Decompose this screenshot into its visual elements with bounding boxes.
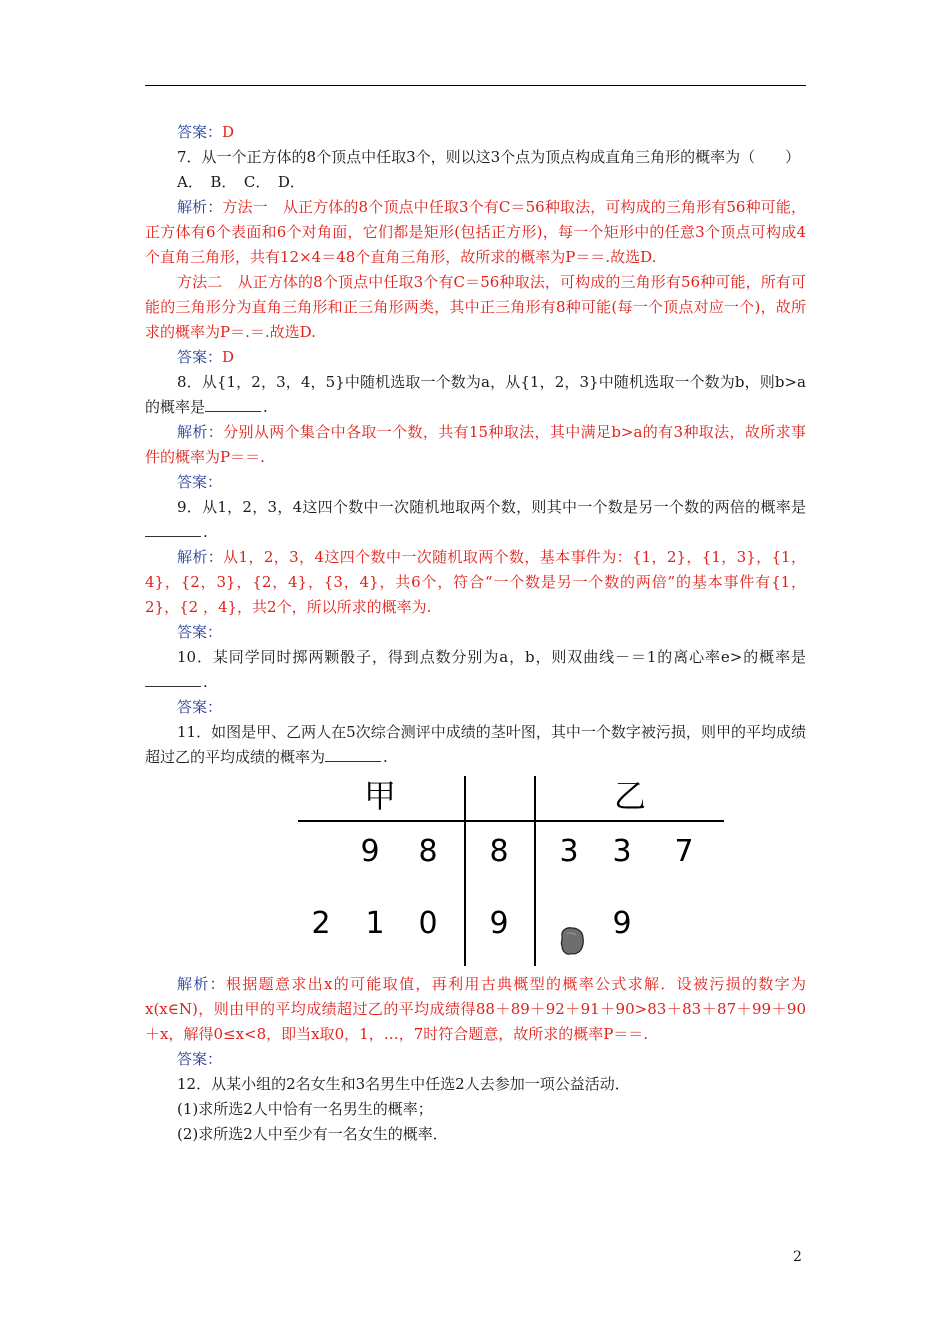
solution-text: 分别从两个集合中各取一个数，共有15种取法，其中满足b>a的有3种取法，故所求事件的概率为P＝＝. [145, 423, 806, 466]
period: . [203, 673, 208, 691]
smudge-icon [558, 926, 586, 956]
answer-blank [145, 672, 201, 687]
answer-blank [145, 522, 201, 537]
solution-7-method1 [145, 195, 806, 270]
leaf-jia-r2-1: 1 [365, 906, 385, 941]
solution-text: 从1，2，3，4这四个数中一次随机取两个数，基本事件为：{1，2}，{1，3}，{1，4}，{2，3}，{2，4}，{3，4}，共6个，符合“一个数是另一个数的两倍”的基本事件有{1，2}，{2 ，4}，共2个，所以所求的概率为. [145, 548, 806, 616]
question-12-part1: (1)求所选2人中恰有一名男生的概率； [177, 1100, 433, 1118]
solution-label: 解析： [177, 198, 223, 216]
stem-r1: 8 [489, 834, 509, 869]
question-7: 7．从一个正方体的8个顶点中任取3个，则以这3个点为顶点构成直角三角形的概率为（ ） [177, 148, 801, 166]
answer-line [145, 120, 806, 145]
leaf-yi-r2-0: 9 [612, 906, 632, 941]
question-9 [145, 495, 806, 545]
answer-line [145, 345, 806, 370]
answer-blank [325, 747, 381, 762]
stem-r2: 9 [489, 906, 509, 941]
question-text: 11．如图是甲、乙两人在5次综合测评中成绩的茎叶图，其中一个数字被污损，则甲的平均成绩超过乙的平均成绩的概率为 [145, 723, 806, 766]
stem-leaf-right-divider [534, 776, 536, 966]
answer-value: D [222, 348, 235, 366]
question-text: 10．某同学同时掷两颗骰子，得到点数分别为a，b，则双曲线－＝1的离心率e>的概率是 [177, 648, 806, 666]
period: . [203, 523, 208, 541]
leaf-jia-r1-0: 9 [360, 834, 380, 869]
leaf-yi-r1-2: 7 [674, 834, 694, 869]
answer-line: 答案： [177, 698, 223, 716]
leaf-jia-r2-2: 0 [418, 906, 438, 941]
solution-11 [145, 972, 806, 1047]
solution-text: 方法一 从正方体的8个顶点中任取3个有C＝56种取法，可构成的三角形有56种可能，正方体有6个表面和6个对角面，它们都是矩形(包括正方形)，每一个矩形中的任意3个顶点可构成4个直角三角形，共有12×4＝48个直角三角形，故所求的概率为P＝＝.故选D. [145, 198, 806, 266]
period: . [383, 748, 388, 766]
page-number: 2 [793, 1249, 802, 1265]
header-rule [145, 85, 806, 86]
stem-leaf-left-divider [464, 776, 466, 966]
answer-value: D [222, 123, 235, 141]
stem-leaf-header-rule [298, 820, 724, 822]
question-12: 12．从某小组的2名女生和3名男生中任选2人去参加一项公益活动． [177, 1075, 630, 1093]
solution-label: 解析： [177, 548, 224, 566]
leaf-yi-r1-0: 3 [559, 834, 579, 869]
header-yi: 乙 [613, 777, 646, 815]
question-10 [145, 645, 806, 695]
solution-9 [145, 545, 806, 620]
question-text: 8．从{1，2，3，4，5}中随机选取一个数为a，从{1，2，3}中随机选取一个数为b，则b>a的概率是 [145, 373, 806, 416]
question-11 [145, 720, 806, 770]
period: . [263, 398, 268, 416]
question-text: 9．从1，2，3，4这四个数中一次随机地取两个数，则其中一个数是另一个数的两倍的概率是 [177, 498, 806, 516]
answer-line: 答案： [177, 1050, 223, 1068]
leaf-jia-r2-0: 2 [311, 906, 331, 941]
solution-text: 根据题意求出x的可能取值，再利用古典概型的概率公式求解．设被污损的数字为x(x∈N)，则由甲的平均成绩超过乙的平均成绩得88＋89＋92＋91＋90>83＋83＋87＋99＋90＋x，解得0≤x<8，即当x取0，1，…，7时符合题意，故所求的概率P＝＝. [145, 975, 806, 1043]
question-12-part2: (2)求所选2人中至少有一名女生的概率． [177, 1125, 448, 1143]
answer-line: 答案： [177, 473, 223, 491]
header-jia: 甲 [363, 777, 396, 815]
stem-leaf-plot [298, 776, 728, 966]
question-8 [145, 370, 806, 420]
solution-label: 解析： [177, 975, 226, 993]
answer-label: 答案： [177, 348, 223, 366]
solution-7-method2: 方法二 从正方体的8个顶点中任取3个有C＝56种取法，可构成的三角形有56种可能，所有可能的三角形分为直角三角形和正三角形两类，其中正三角形有8种可能(每一个顶点对应一个)，故所求的概率为P＝.＝.故选D. [145, 273, 806, 341]
leaf-jia-r1-1: 8 [418, 834, 438, 869]
answer-line: 答案： [177, 623, 223, 641]
leaf-yi-r1-1: 3 [612, 834, 632, 869]
answer-blank [205, 397, 261, 412]
answer-label: 答案： [177, 123, 223, 141]
solution-8 [145, 420, 806, 470]
solution-label: 解析： [177, 423, 224, 441]
question-7-options: A． B． C． D． [177, 173, 305, 191]
document-body [145, 120, 806, 1147]
